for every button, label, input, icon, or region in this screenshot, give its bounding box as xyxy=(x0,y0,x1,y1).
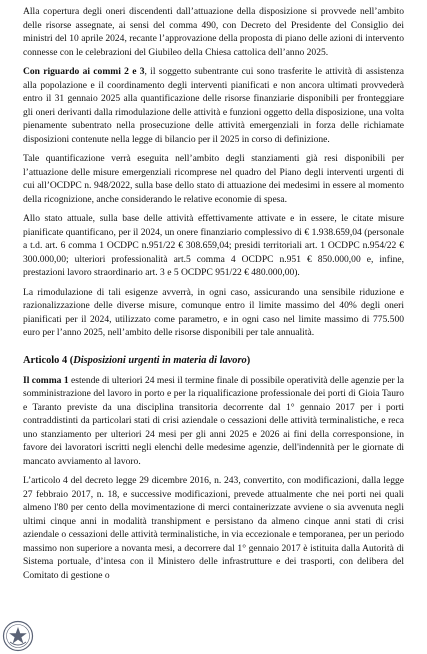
paragraph-lead-bold: Con riguardo ai commi 2 e 3 xyxy=(23,66,145,77)
article-title: Disposizioni urgenti in materia di lavoro xyxy=(73,354,247,366)
paragraph-lead-bold: Il comma 1 xyxy=(23,374,69,386)
paragraph-comma-1 xyxy=(23,374,404,469)
paragraph-text: , il soggetto subentrante cui sono trasferite le attività di assistenza alla popolazione e il coordinamento degli interventi pianificati e non ancora ultimati provvederà entro il 31 gennaio 2025 alla quantificazione delle risorse finanziarie disponibili per fronteggiare gli oneri derivanti dalla rimodulazione delle attività e funzioni oggetto della disposizione, una volta pienamente subentrato nella prosecuzione delle attività emergenziali in forza delle richiamate disposizioni contenute nella legge di bilancio per il 2025 in corso di definizione. xyxy=(23,66,404,145)
paragraph-text: estende di ulteriori 24 mesi il termine finale di possibile operatività delle agenzie per la somministrazione del lavoro in porto e per la riqualificazione professionale dei porti di Gioia Tauro e Taranto previste da una disciplina transitoria decorrente dal 1° gennaio 2017 per i porti contraddistinti da particolari stati di crisi aziendale o cessazioni delle attività terminalistiche, e reca uno stanziamento per ulteriori 24 mesi per gli anni 2025 e 2026 ai fini della corresponsione, in favore dei lavoratori iscritti negli elenchi delle medesime agenzie, dell'indennità per le giornate di mancato avviamento al lavoro. xyxy=(23,374,404,467)
article-number: Articolo 4 ( xyxy=(23,354,74,366)
article-heading-close: ) xyxy=(246,354,251,366)
republic-emblem-seal-icon xyxy=(2,620,34,652)
article-heading xyxy=(23,354,404,367)
paragraph-rimodulazione: La rimodulazione di tali esigenze avverrà, in ogni caso, assicurando una sensibile riduzione e razionalizzazione delle diverse misure, comunque entro il limite massimo del 40% degli oneri pianificati per il 2024, utilizzato come parametro, e in ogni caso nel limite massimo di 775.500 euro per l’anno 2025, nell’ambito delle risorse disponibili per tale annualità. xyxy=(23,286,404,338)
paragraph-funding-coverage: Alla copertura degli oneri discendenti dall’attuazione della disposizione si provvede nell’ambito delle risorse assegnate, ai sensi del comma 490, con Decreto del Presidente del Consiglio dei ministri del 10 aprile 2024, recante l’approvazione della proposta di piano delle azioni di intervento connesse con le celebrazioni del Giubileo della Chiesa cattolica dell’anno 2025. xyxy=(23,6,404,58)
paragraph-current-state: Allo stato attuale, sulla base delle attività effettivamente attivate e in essere, le citate misure pianificate quantificano, per il 2024, un onere finanziario complessivo di € 1.938.659,04 (personale a t.d. art. 6 comma 1 OCDPC n.951/22 € 308.659,04; presidi territoriali art. 1 OCDPC n.954/22 € 300.000,00; ulteriori professionalità art.5 comma 4 OCDPC n.951 € 850.000,00 e, infine, prestazioni lavoro straordinario art. 3 e 5 OCDPC 951/22 € 480.000,00). xyxy=(23,213,404,278)
paragraph-quantification: Tale quantificazione verrà eseguita nell’ambito degli stanziamenti già resi disponibili per l’attuazione delle misure emergenziali ricomprese nel quadro del Piano degli interventi urgenti di cui all’OCDPC n. 948/2022, sulla base dello stato di attuazione dei medesimi in essere al momento della ricognizione, anche considerando le relative economie di spesa. xyxy=(23,153,404,205)
paragraph-articolo-4-decree: L’articolo 4 del decreto legge 29 dicembre 2016, n. 243, convertito, con modificazioni, dalla legge 27 febbraio 2017, n. 18, e successive modificazioni, prevede attualmente che nei porti nei quali almeno l'80 per cento della movimentazione di merci containerizzate avviene o sia avvenuta negli ultimi cinque anni in modalità transhipment e persistano da almeno cinque anni stati di crisi aziendale o cessazioni delle attività terminalistiche, in via eccezionale e temporanea, per un periodo massimo non superiore a novanta mesi, a decorrere dal 1° gennaio 2017 è istituita dalla Autorità di Sistema portuale, d’intesa con il Ministero delle infrastrutture e dei trasporti, con delibera del Comitato di gestione o xyxy=(23,475,404,581)
paragraph-commi-2-3 xyxy=(23,65,404,146)
document-body xyxy=(23,5,404,583)
